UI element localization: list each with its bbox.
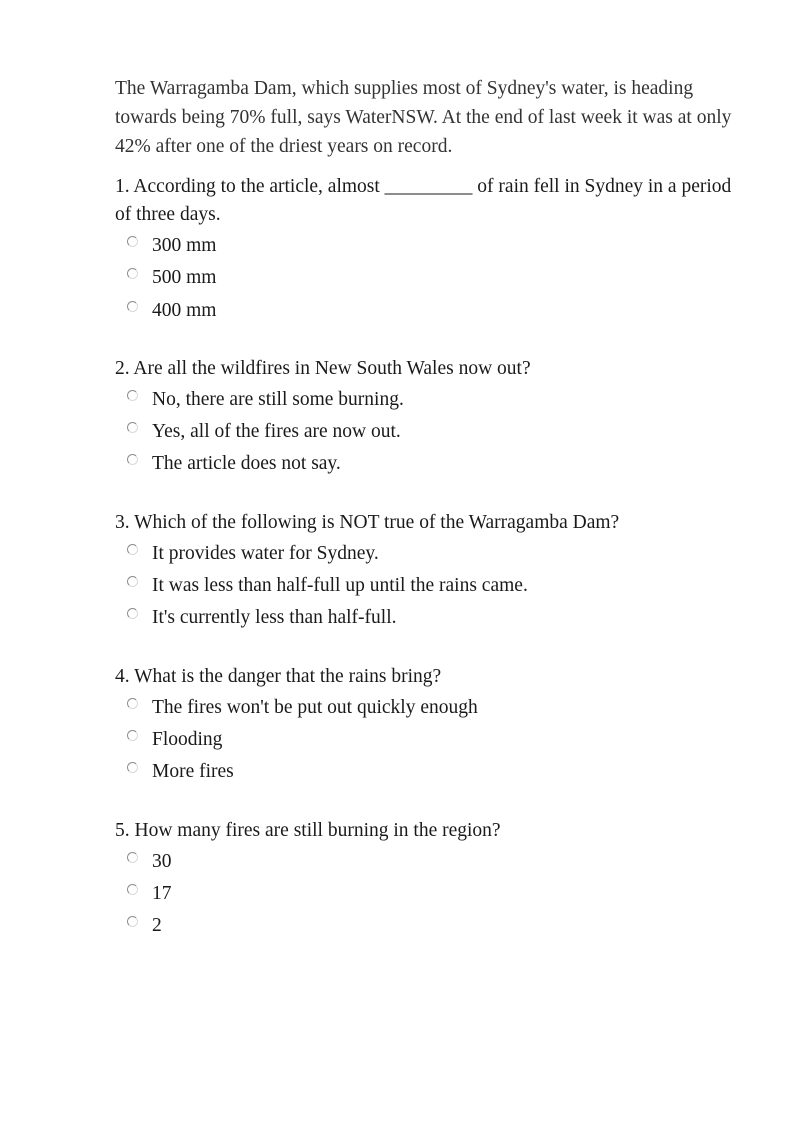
answer-option[interactable]	[127, 450, 745, 482]
radio-button[interactable]	[127, 544, 138, 555]
answer-options	[115, 540, 745, 637]
answer-options	[115, 386, 745, 483]
answer-options	[115, 232, 745, 329]
answer-option[interactable]	[127, 297, 745, 329]
radio-button[interactable]	[127, 454, 138, 465]
answer-option[interactable]	[127, 694, 745, 726]
answer-option[interactable]	[127, 912, 745, 944]
question-2	[115, 355, 745, 483]
answer-option[interactable]	[127, 604, 745, 636]
answer-option[interactable]	[127, 418, 745, 450]
intro-paragraph: The Warragamba Dam, which supplies most of Sydney's water, is heading towards being 70% full, says WaterNSW. At the end of last week it was at only 42% after one of the driest years on record.	[115, 78, 732, 157]
question-5	[115, 817, 745, 945]
answer-label: The fires won't be put out quickly enough	[152, 696, 478, 718]
answer-option[interactable]	[127, 758, 745, 790]
answer-option[interactable]	[127, 726, 745, 758]
question-4	[115, 663, 745, 791]
radio-button[interactable]	[127, 762, 138, 773]
radio-button[interactable]	[127, 916, 138, 927]
answer-label: It's currently less than half-full.	[152, 607, 397, 629]
answer-option[interactable]	[127, 264, 745, 296]
question-text: 4. What is the danger that the rains bring?	[115, 665, 442, 687]
answer-options	[115, 848, 745, 945]
question-1	[115, 173, 745, 329]
answer-label: 300 mm	[152, 235, 217, 256]
question-text: 1. According to the article, almost _________ of rain fell in Sydney in a period of three days.	[115, 176, 732, 225]
radio-button[interactable]	[127, 301, 138, 312]
radio-button[interactable]	[127, 422, 138, 433]
radio-button[interactable]	[127, 884, 138, 895]
answer-label: 400 mm	[152, 299, 217, 321]
question-text: 5. How many fires are still burning in the region?	[115, 819, 501, 841]
answer-option[interactable]	[127, 848, 745, 880]
answer-option[interactable]	[127, 880, 745, 912]
answer-label: More fires	[152, 761, 234, 783]
answer-label: 17	[152, 882, 172, 904]
radio-button[interactable]	[127, 698, 138, 709]
answer-label: It provides water for Sydney.	[152, 542, 379, 564]
answer-option[interactable]	[127, 540, 745, 572]
answer-option[interactable]	[127, 386, 745, 418]
radio-button[interactable]	[127, 852, 138, 863]
answer-label: Flooding	[152, 728, 223, 750]
question-3	[115, 509, 745, 637]
radio-button[interactable]	[127, 236, 138, 247]
answer-option[interactable]	[127, 572, 745, 604]
question-text: 3. Which of the following is NOT true of the Warragamba Dam?	[115, 511, 620, 533]
answer-label: No, there are still some burning.	[152, 388, 404, 410]
worksheet-page	[115, 74, 745, 970]
radio-button[interactable]	[127, 730, 138, 741]
radio-button[interactable]	[127, 576, 138, 587]
answer-label: 500 mm	[152, 267, 217, 289]
answer-label: Yes, all of the fires are now out.	[152, 421, 401, 443]
answer-label: 2	[152, 915, 162, 937]
radio-button[interactable]	[127, 608, 138, 619]
answer-options	[115, 694, 745, 791]
radio-button[interactable]	[127, 390, 138, 401]
answer-label: 30	[152, 850, 172, 872]
answer-label: The article does not say.	[152, 453, 341, 475]
answer-label: It was less than half-full up until the rains came.	[152, 575, 528, 597]
question-text: 2. Are all the wildfires in New South Wales now out?	[115, 357, 531, 379]
radio-button[interactable]	[127, 268, 138, 279]
answer-option[interactable]	[127, 232, 745, 264]
